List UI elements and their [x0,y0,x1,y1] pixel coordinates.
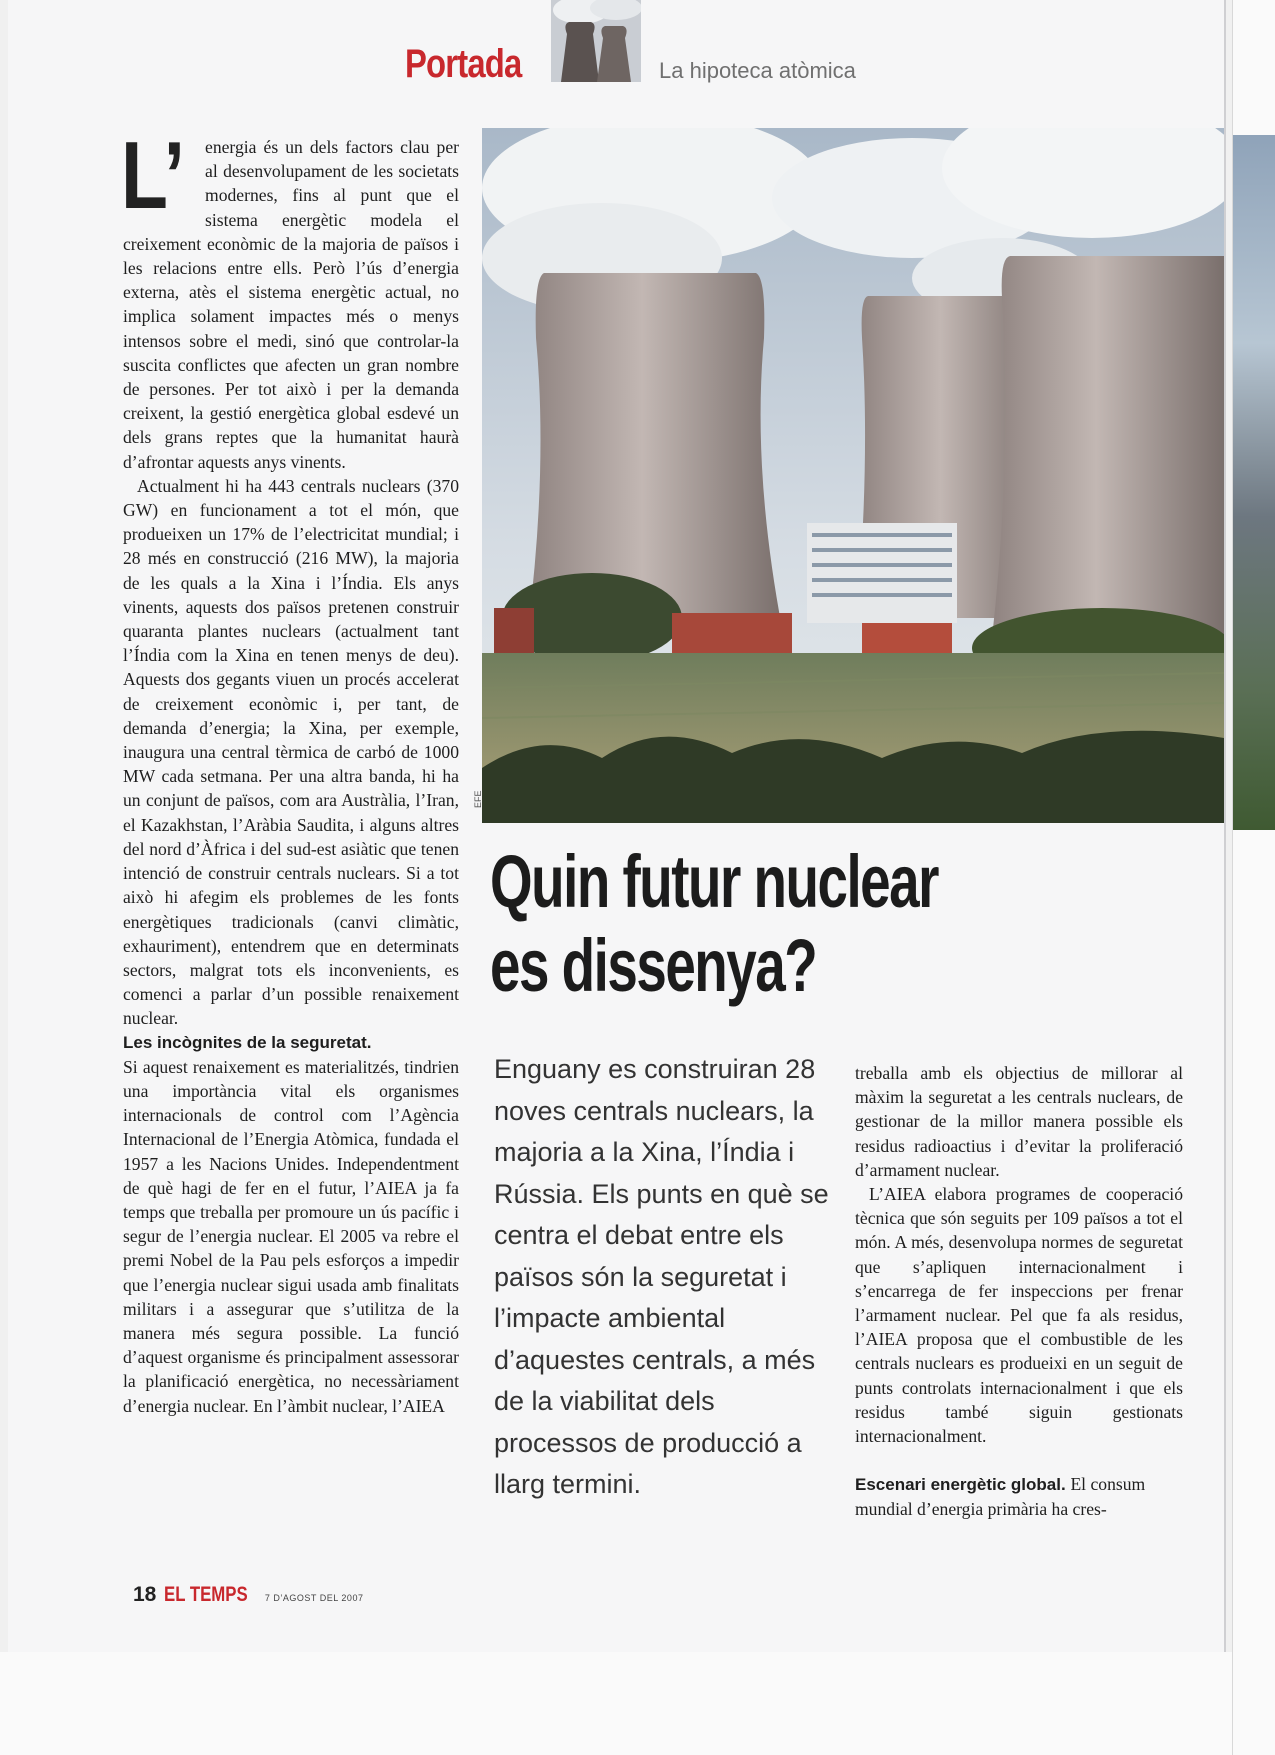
next-page-photo-strip [1233,135,1275,830]
body-paragraph: Actualment hi ha 443 centrals nuclears (370 GW) en funcionament a tot el món, que produeixen un 17% de l’electricitat mundial; i 28 més en construcció (216 MW), la majoria de les quals a la Xina i l’Índia. Els anys vinents, aquests dos països pretenen construir quaranta plantes nuclears (actualment tant l’Índia com la Xina en tenen menys de deu). Aquests dos gegants viuen un procés accelerat de creixement econòmic i, per tant, de demanda d’energia; la Xina, per exemple, inaugura una central tèrmica de carbó de 1000 MW cada setmana. Per una altra banda, hi ha un conjunt de països, com ara Austràlia, l’Iran, el Kazakhstan, l’Aràbia Saudita, i alguns altres del nord d’Àfrica i del sud-est asiàtic que tenen intenció de construir centrals nuclears. Si a tot això hi afegim els problemes de les fonts energètiques tradicionals (canvi climàtic, exhauriment), entendrem que en determinats sectors, malgrat tots els inconvenients, es comenci a parlar d’un possible renaixement nuclear. [123,475,459,1029]
section-thumbnail [551,0,641,82]
section-subtitle: La hipoteca atòmica [659,58,856,83]
body-paragraph: Si aquest renaixement es materialitzés, tindrien una importància vital els organismes internacionals de control com l’Agència Internacional de l’Energia Atòmica, fundada el 1957 a les Nacions Unides. Independentment de què hagi de fer en el futur, l’AIEA ja fa temps que treballa per promoure un ús pacífic i segur de l’energia nuclear. El 2005 va rebre el premi Nobel de la Pau pels esforços a impedir que l’energia nuclear sigui usada amb finalitats militars i a assegurar que s’utilitza de la manera més segura possible. La funció d’aquest organisme és principalment assessorar la planificació energètica, no necessàriament d’energia nuclear. En l’àmbit nuclear, l’AIEA [123,1056,459,1416]
section-label: Portada [405,42,522,86]
drop-cap: L’ [121,122,186,229]
cooling-towers-photo [482,128,1224,823]
page-number: 18 [133,1583,157,1606]
subhead-text: Escenari energètic global. [855,1475,1066,1495]
intro-text: energia és un dels factors clau per al desenvolupament de les societats modernes, fins al punt que el sistema energètic modela el creixement econòmic de la majoria de països i les relacions entre ells. Però l’ús d’energia externa, atès el sistema energètic actual, no implica solament impactes més o menys intensos sobre el medi, sinó que controlar-la suscita conflictes que afecten un gran nombre de persones. Per tot això i per la demanda creixent, la gestió energètica global esdevé un dels grans reptes que la humanitat haurà d’afrontar aquests anys vinents. [123,137,459,472]
intro-paragraph [121,122,459,474]
article-lead: Enguany es construiran 28 noves centrals nuclears, la majoria a la Xina, l’Índia i Rússia. Els punts en què se centra el debat entre els països són la seguretat i l’impacte ambiental d’aquestes centrals, a més de la viabilitat dels processos de producció a llarg termini. [494,1054,829,1499]
body-paragraph: L’AIEA elabora programes de cooperació tècnica que són seguits per 109 països a tot el món. A més, desenvolupa normes de seguretat que s’apliquen internacionalment i s’encarrega de fer inspeccions per frenar l’armament nuclear. Pel que fa als residus, l’AIEA proposa que el combustible de les centrals nuclears es produeixi en un seguit de punts controlats internacionalment i que els residus també siguin gestionats internacionalment. [855,1184,1183,1447]
article-column-right [855,1061,1183,1523]
article-column-left [121,122,459,1418]
article-headline [490,840,1082,1008]
headline-line-2: es dissenya? [490,924,817,1007]
subhead-security: Les incògnites de la seguretat. [123,1032,372,1052]
magazine-name: EL TEMPS [163,1583,248,1606]
scan-margin [0,1652,1232,1755]
body-text: El consum mundial d’energia primària ha cres- [855,1474,1146,1520]
subhead-global-scenario [855,1472,1183,1522]
next-page-edge [1232,0,1275,1755]
photo-credit: EFE [473,790,483,808]
issue-date: 7 D’AGOST DEL 2007 [264,1593,364,1603]
headline-line-1: Quin futur nuclear [490,840,938,923]
page-footer [133,1583,363,1607]
body-paragraph: treballa amb els objectius de millorar al màxim la seguretat a les centrals nuclears, de gestionar de la millor manera possible els residus radioactius i d’evitar la proliferació d’armament nuclear. [855,1063,1183,1180]
